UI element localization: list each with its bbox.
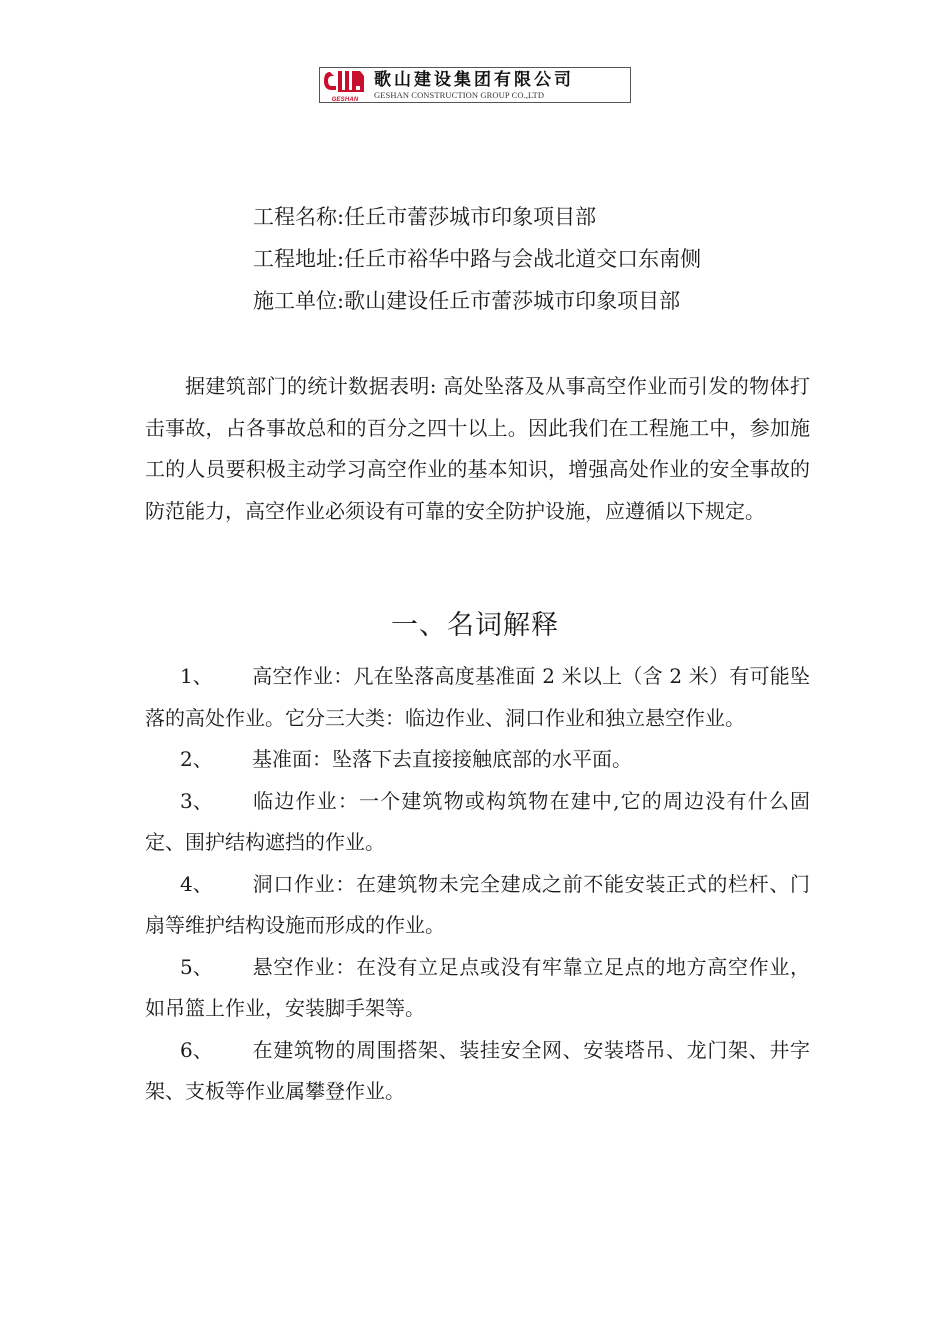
definition-text: 悬空作业：在没有立足点或没有牢靠立足点的地方高空作业，如吊篮上作业，安装脚手架等。 (145, 954, 810, 1020)
definition-text: 高空作业：凡在坠落高度基准面 2 米以上（含 2 米）有可能坠落的高处作业。它分三大类：临边作业、洞口作业和独立悬空作业。 (145, 664, 810, 730)
company-name-en: GESHAN CONSTRUCTION GROUP CO.,LTD (374, 89, 545, 100)
definition-number: 4、 (180, 871, 213, 896)
section-title: 一、名词解释 (391, 610, 559, 641)
construction-unit-line (253, 280, 701, 322)
company-name-cn: 歌山建设集团有限公司 (374, 69, 574, 90)
definition-number: 6、 (180, 1037, 213, 1062)
project-address-line (253, 238, 701, 280)
definition-item (145, 1030, 810, 1113)
geshan-logo-icon (322, 68, 368, 102)
definition-number: 1、 (180, 664, 213, 688)
definition-text: 洞口作业：在建筑物未完全建成之前不能安装正式的栏杆、门扇等维护结构设施而形成的作业。 (145, 871, 810, 937)
logo-text (374, 71, 574, 100)
project-address-label: 工程地址: (253, 247, 345, 271)
definition-item (145, 739, 810, 781)
definition-item (145, 781, 810, 864)
definition-item (145, 947, 810, 1030)
construction-unit-value: 歌山建设任丘市蕾莎城市印象项目部 (344, 289, 681, 313)
definition-text: 基准面：坠落下去直接接触底部的水平面。 (252, 747, 632, 771)
project-name-label: 工程名称: (253, 205, 345, 229)
project-info (253, 196, 701, 322)
definition-text: 在建筑物的周围搭架、装挂安全网、安装塔吊、龙门架、井字架、支板等作业属攀登作业。 (145, 1037, 810, 1103)
definitions-list (145, 656, 810, 1113)
definition-number: 3、 (180, 788, 213, 813)
definition-number: 5、 (180, 954, 213, 979)
project-name-line (253, 196, 701, 238)
definition-text: 临边作业：一个建筑物或构筑物在建中,它的周边没有什么固定、围护结构遮挡的作业。 (145, 788, 810, 854)
definition-item (145, 656, 810, 739)
intro-paragraph: 据建筑部门的统计数据表明: 高处坠落及从事高空作业而引发的物体打击事故，占各事故总和的百分之四十以上。因此我们在工程施工中，参加施工的人员要积极主动学习高空作业的基本知识，增强高处作业的安全事故的防范能力，高空作业必须设有可靠的安全防护设施，应遵循以下规定。 (145, 374, 810, 523)
project-address-value: 任丘市裕华中路与会战北道交口东南侧 (344, 247, 702, 271)
definition-number: 2、 (180, 747, 213, 771)
company-logo (319, 67, 631, 103)
definition-item (145, 864, 810, 947)
construction-unit-label: 施工单位: (253, 289, 345, 313)
project-name-value: 任丘市蕾莎城市印象项目部 (344, 205, 597, 229)
logo-brand-text: GESHAN (331, 97, 359, 103)
